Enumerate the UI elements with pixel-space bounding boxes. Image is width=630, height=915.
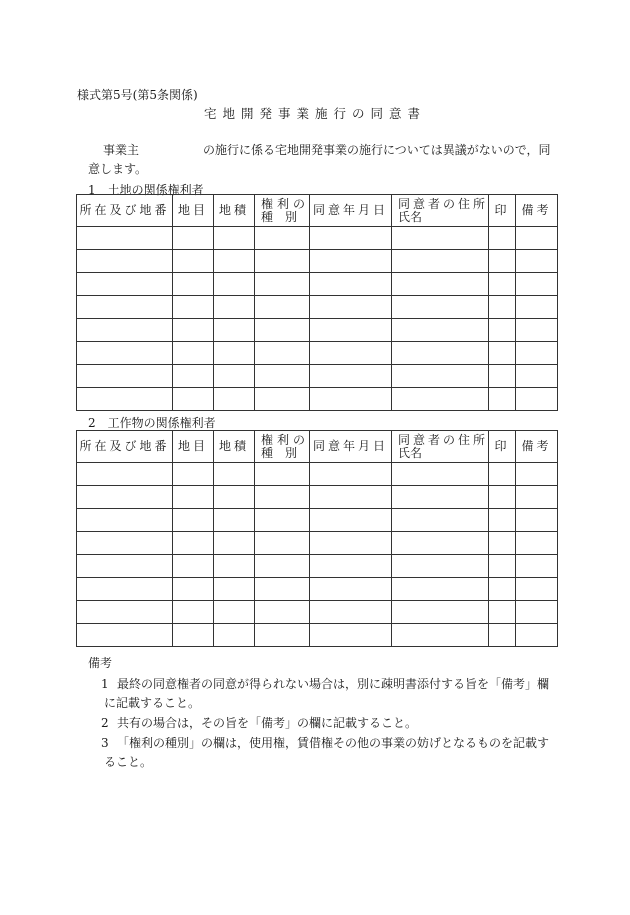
blank-cell[interactable] [516, 296, 558, 319]
blank-cell[interactable] [173, 578, 214, 601]
blank-cell[interactable] [310, 532, 392, 555]
header-consent-date: 同意年月日 [310, 195, 392, 227]
blank-cell[interactable] [489, 463, 516, 486]
blank-cell[interactable] [516, 227, 558, 250]
blank-cell[interactable] [310, 342, 392, 365]
blank-cell[interactable] [77, 296, 173, 319]
blank-cell[interactable] [214, 601, 255, 624]
blank-cell[interactable] [489, 388, 516, 411]
header-area: 地積 [214, 195, 255, 227]
blank-cell[interactable] [489, 342, 516, 365]
blank-cell[interactable] [310, 601, 392, 624]
header-land-category: 地目 [173, 195, 214, 227]
blank-cell[interactable] [516, 319, 558, 342]
blank-cell[interactable] [392, 227, 489, 250]
table-row [77, 227, 558, 250]
blank-cell[interactable] [173, 296, 214, 319]
blank-cell[interactable] [173, 250, 214, 273]
blank-cell[interactable] [516, 486, 558, 509]
blank-cell[interactable] [77, 624, 173, 647]
blank-cell[interactable] [310, 319, 392, 342]
blank-cell[interactable] [77, 509, 173, 532]
header-right-type: 権利の 種別 [255, 431, 310, 463]
blank-cell[interactable] [214, 365, 255, 388]
blank-cell[interactable] [516, 342, 558, 365]
intro-line-1 [103, 141, 551, 158]
blank-cell[interactable] [77, 532, 173, 555]
blank-cell[interactable] [310, 273, 392, 296]
blank-cell[interactable] [392, 463, 489, 486]
blank-cell[interactable] [516, 601, 558, 624]
note-1-continued: に記載すること。 [104, 696, 201, 710]
header-remarks: 備考 [516, 195, 558, 227]
table-row [77, 486, 558, 509]
blank-cell[interactable] [392, 624, 489, 647]
table-row [77, 463, 558, 486]
note-2: 2 共有の場合は，その旨を「備考」の欄に記載すること。 [101, 716, 418, 730]
blank-cell[interactable] [489, 509, 516, 532]
blank-cell[interactable] [214, 319, 255, 342]
blank-cell[interactable] [173, 463, 214, 486]
blank-cell[interactable] [392, 342, 489, 365]
table-row [77, 555, 558, 578]
table-row [77, 273, 558, 296]
blank-cell[interactable] [214, 250, 255, 273]
land-rights-table [76, 194, 558, 411]
table-row [77, 250, 558, 273]
blank-cell[interactable] [214, 624, 255, 647]
blank-cell[interactable] [489, 365, 516, 388]
blank-cell[interactable] [392, 365, 489, 388]
blank-cell[interactable] [489, 296, 516, 319]
section-2-heading: 2 工作物の関係権利者 [88, 416, 216, 430]
header-consenter: 同意者の住所 氏名 [392, 431, 489, 463]
blank-cell[interactable] [255, 250, 310, 273]
blank-cell[interactable] [214, 296, 255, 319]
blank-cell[interactable] [255, 365, 310, 388]
blank-cell[interactable] [392, 296, 489, 319]
blank-cell[interactable] [310, 296, 392, 319]
note-1: 1 最終の同意権者の同意が得られない場合は，別に疎明書添付する旨を「備考」欄 [101, 677, 550, 691]
blank-cell[interactable] [77, 250, 173, 273]
table-row [77, 319, 558, 342]
blank-cell[interactable] [516, 624, 558, 647]
blank-cell[interactable] [255, 578, 310, 601]
header-seal: 印 [489, 431, 516, 463]
blank-cell[interactable] [173, 509, 214, 532]
blank-cell[interactable] [255, 273, 310, 296]
blank-cell[interactable] [77, 319, 173, 342]
header-location: 所在及び地番 [77, 431, 173, 463]
blank-cell[interactable] [392, 509, 489, 532]
blank-cell[interactable] [214, 227, 255, 250]
header-location: 所在及び地番 [77, 195, 173, 227]
note-3: 3 「権利の種別」の欄は，使用権，賃借権その他の事業の妨げとなるものを記載す [101, 736, 550, 750]
blank-cell[interactable] [516, 555, 558, 578]
blank-cell[interactable] [214, 532, 255, 555]
blank-cell[interactable] [516, 388, 558, 411]
blank-cell[interactable] [214, 578, 255, 601]
form-number: 様式第5号(第5条関係) [77, 88, 198, 102]
blank-cell[interactable] [516, 365, 558, 388]
blank-cell[interactable] [310, 624, 392, 647]
blank-cell[interactable] [310, 365, 392, 388]
blank-cell[interactable] [173, 388, 214, 411]
blank-cell[interactable] [392, 273, 489, 296]
blank-cell[interactable] [214, 463, 255, 486]
blank-cell[interactable] [214, 509, 255, 532]
blank-cell[interactable] [173, 532, 214, 555]
blank-cell[interactable] [489, 486, 516, 509]
blank-cell[interactable] [392, 250, 489, 273]
blank-cell[interactable] [173, 273, 214, 296]
table-row [77, 388, 558, 411]
blank-cell[interactable] [255, 601, 310, 624]
header-consent-date: 同意年月日 [310, 431, 392, 463]
blank-cell[interactable] [516, 532, 558, 555]
header-right-type: 権利の 種別 [255, 195, 310, 227]
note-3-continued: ること。 [104, 755, 153, 769]
blank-cell[interactable] [77, 555, 173, 578]
blank-cell[interactable] [77, 227, 173, 250]
blank-cell[interactable] [392, 532, 489, 555]
blank-cell[interactable] [255, 388, 310, 411]
blank-cell[interactable] [77, 388, 173, 411]
blank-cell[interactable] [77, 578, 173, 601]
blank-cell[interactable] [392, 601, 489, 624]
blank-cell[interactable] [516, 250, 558, 273]
blank-cell[interactable] [392, 578, 489, 601]
document-title: 宅地開発事業施行の同意書 [203, 106, 426, 121]
blank-cell[interactable] [173, 365, 214, 388]
blank-cell[interactable] [255, 532, 310, 555]
table-row [77, 578, 558, 601]
blank-cell[interactable] [255, 486, 310, 509]
blank-cell[interactable] [255, 624, 310, 647]
blank-cell[interactable] [489, 555, 516, 578]
blank-cell[interactable] [489, 578, 516, 601]
table-row [77, 342, 558, 365]
blank-cell[interactable] [255, 555, 310, 578]
blank-cell[interactable] [516, 273, 558, 296]
table-row [77, 509, 558, 532]
intro-text: の施行に係る宅地開発事業の施行については異議がないので，同 [203, 143, 551, 157]
table-header-row [77, 195, 558, 227]
blank-cell[interactable] [173, 342, 214, 365]
blank-cell[interactable] [489, 227, 516, 250]
blank-cell[interactable] [173, 624, 214, 647]
blank-cell[interactable] [310, 250, 392, 273]
table-row [77, 624, 558, 647]
blank-cell[interactable] [255, 227, 310, 250]
blank-cell[interactable] [392, 388, 489, 411]
blank-cell[interactable] [77, 365, 173, 388]
blank-cell[interactable] [255, 296, 310, 319]
blank-cell[interactable] [489, 601, 516, 624]
blank-cell[interactable] [392, 555, 489, 578]
header-remarks: 備考 [516, 431, 558, 463]
blank-cell[interactable] [516, 509, 558, 532]
table-row [77, 601, 558, 624]
blank-cell[interactable] [214, 342, 255, 365]
table-row [77, 365, 558, 388]
blank-cell[interactable] [173, 555, 214, 578]
blank-cell[interactable] [310, 509, 392, 532]
blank-cell[interactable] [214, 486, 255, 509]
header-consenter: 同意者の住所 氏名 [392, 195, 489, 227]
blank-cell[interactable] [173, 227, 214, 250]
intro-proprietor-label: 事業主 [103, 143, 140, 157]
blank-cell[interactable] [489, 319, 516, 342]
table-header-row [77, 431, 558, 463]
blank-cell[interactable] [516, 578, 558, 601]
blank-cell[interactable] [310, 555, 392, 578]
blank-cell[interactable] [516, 463, 558, 486]
blank-cell[interactable] [489, 532, 516, 555]
table-row [77, 296, 558, 319]
blank-cell[interactable] [77, 463, 173, 486]
blank-cell[interactable] [310, 227, 392, 250]
blank-cell[interactable] [214, 555, 255, 578]
header-area: 地積 [214, 431, 255, 463]
blank-cell[interactable] [214, 273, 255, 296]
blank-cell[interactable] [489, 624, 516, 647]
blank-cell[interactable] [77, 486, 173, 509]
notes-title: 備考 [88, 656, 113, 670]
section-1-heading: 1 土地の関係権利者 [88, 183, 204, 197]
structure-rights-table [76, 430, 558, 647]
blank-cell[interactable] [173, 486, 214, 509]
blank-cell[interactable] [255, 319, 310, 342]
blank-cell[interactable] [214, 388, 255, 411]
blank-cell[interactable] [77, 342, 173, 365]
blank-cell[interactable] [392, 319, 489, 342]
blank-cell[interactable] [392, 486, 489, 509]
blank-cell[interactable] [310, 463, 392, 486]
blank-cell[interactable] [77, 601, 173, 624]
blank-cell[interactable] [255, 463, 310, 486]
blank-cell[interactable] [173, 601, 214, 624]
blank-cell[interactable] [173, 319, 214, 342]
table-row [77, 532, 558, 555]
header-land-category: 地目 [173, 431, 214, 463]
blank-cell[interactable] [310, 388, 392, 411]
blank-cell[interactable] [255, 342, 310, 365]
blank-cell[interactable] [255, 509, 310, 532]
blank-cell[interactable] [310, 578, 392, 601]
header-seal: 印 [489, 195, 516, 227]
blank-cell[interactable] [77, 273, 173, 296]
blank-cell[interactable] [489, 273, 516, 296]
intro-line-2: 意します。 [88, 162, 148, 176]
blank-cell[interactable] [489, 250, 516, 273]
blank-cell[interactable] [310, 486, 392, 509]
